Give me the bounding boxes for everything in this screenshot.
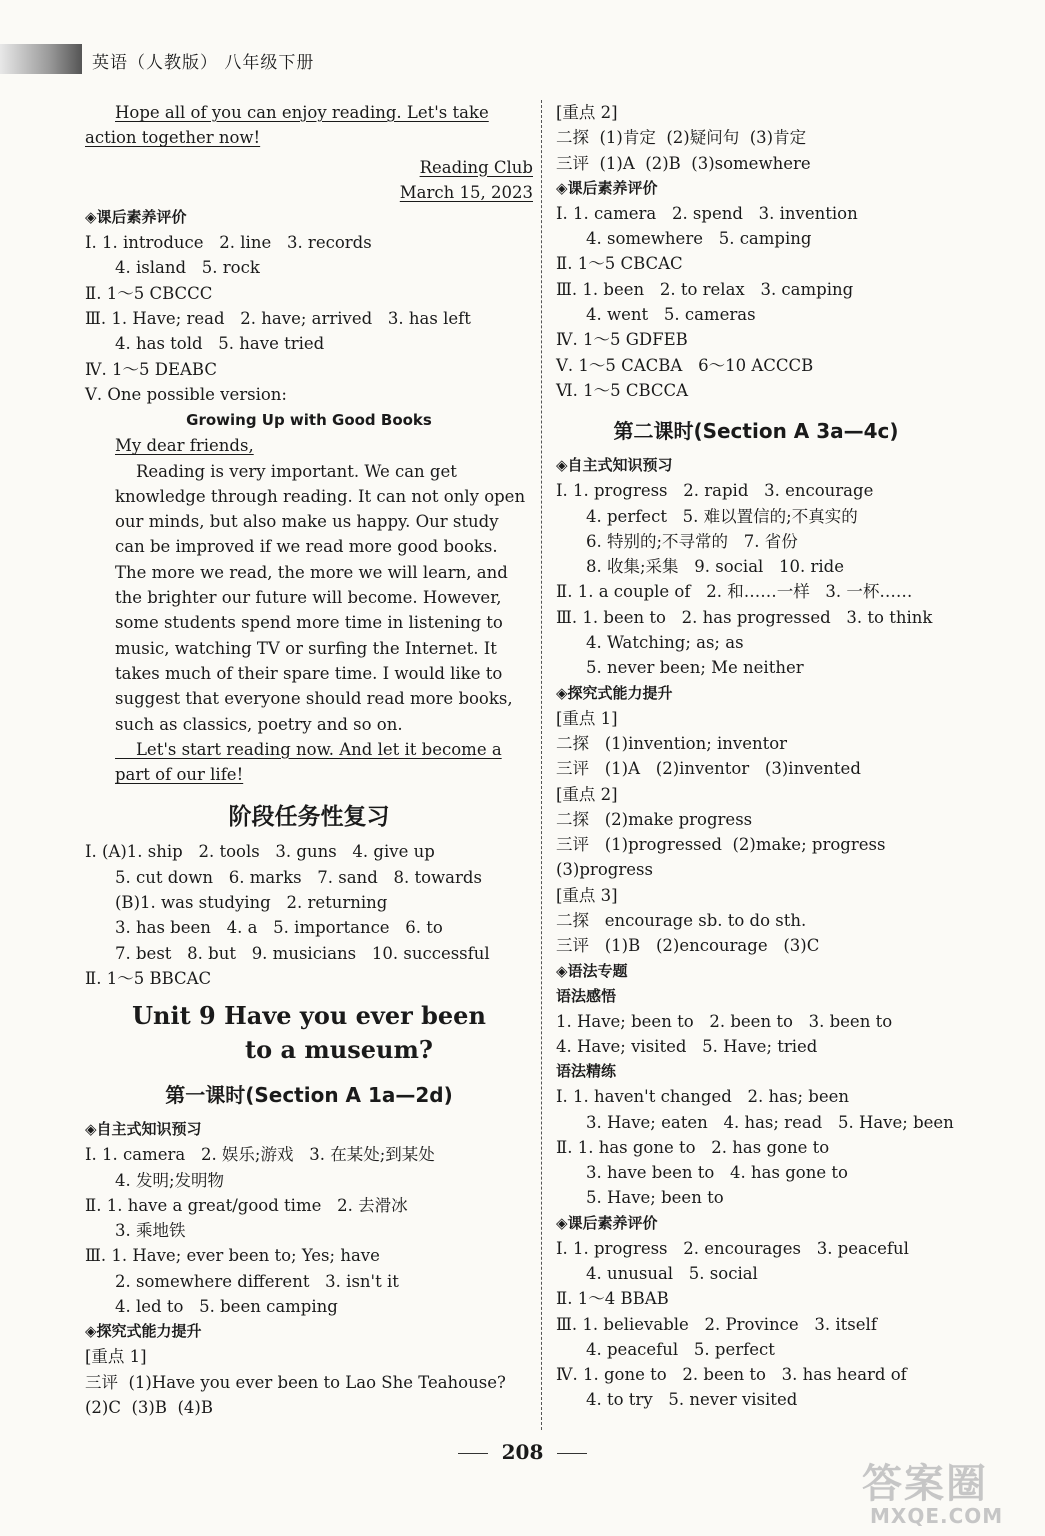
section-heading: ◈课后素养评价 [85,208,187,227]
watermark-text: 答案圈 [862,1461,988,1507]
subsection-heading: 语法精练 [556,1062,617,1081]
answer-line: 3. has been 4. a 5. importance 6. to [115,918,443,938]
answer-line: Ⅰ. 1. progress 2. rapid 3. encourage [556,481,874,501]
answer-line: 三评 (1)A (2)B (3)somewhere [556,153,811,173]
answer-line: 三评 (1)progressed (2)make; progress [556,835,886,855]
column-divider [541,100,542,1430]
answer-line: 4. somewhere 5. camping [586,229,812,249]
answer-line: Ⅱ. 1. a couple of 2. 和……一样 3. 一杯…… [556,582,913,602]
answer-line: Ⅱ. 1～5 CBCCC [85,283,213,303]
answer-line: 8. 收集;采集 9. social 10. ride [586,557,845,577]
essay-line: knowledge through reading. It can not only open [115,486,526,506]
answer-line: 5. Have; been to [586,1188,724,1208]
answer-line: 4. island 5. rock [115,258,260,278]
answer-line: 4. has told 5. have tried [115,334,325,354]
answer-line: 二探 (2)make progress [556,809,753,829]
unit-title-line1: Unit 9 Have you ever been [132,1001,486,1031]
footer-dash [557,1453,587,1454]
watermark-logo [862,1462,1032,1528]
answer-line: 3. have been to 4. has gone to [586,1163,848,1183]
answer-line: [重点 2] [556,784,618,804]
answer-line: Ⅰ. 1. haven't changed 2. has; been [556,1087,849,1107]
answer-line: 4. to try 5. never visited [586,1390,798,1410]
answer-line: [重点 2] [556,103,618,122]
section-heading: ◈自主式知识预习 [556,456,673,475]
answer-line: 二探 encourage sb. to do sth. [556,911,807,931]
answer-line: Ⅴ. 1～5 CACBA 6～10 ACCCB [556,355,814,375]
watermark-url: MXQE.COM [870,1504,1004,1528]
answer-line: 4. led to 5. been camping [115,1296,338,1316]
answer-line: Ⅰ. 1. camera 2. spend 3. invention [556,203,858,223]
review-title: 阶段任务性复习 [228,804,390,831]
book-header-title: 英语（人教版） 八年级下册 [92,53,315,73]
answer-line: 4. unusual 5. social [586,1263,758,1283]
answer-line: Ⅲ. 1. been to 2. has progressed 3. to think [556,607,933,627]
section-heading: ◈语法专题 [556,961,628,980]
answer-line: Ⅱ. 1～5 BBCAC [85,968,212,988]
left-column [85,100,533,1420]
essay-title: Growing Up with Good Books [186,411,432,430]
answer-line: 三评 (1)Have you ever been to Lao She Teahouse? [85,1372,506,1392]
answer-line: Ⅳ. 1～5 GDFEB [556,330,688,350]
answer-line: Ⅲ. 1. Have; read 2. have; arrived 3. has left [85,309,471,329]
essay-line: music, watching TV or surfing the Internet. It [115,638,497,658]
answer-line: 二探 (1)肯定 (2)疑问句 (3)肯定 [556,128,807,148]
header-decoration-bar [0,44,82,74]
section-heading: ◈课后素养评价 [556,1213,658,1232]
answer-line: Ⅳ. 1～5 DEABC [85,359,217,379]
section-heading: ◈探究式能力提升 [85,1322,202,1341]
essay-line: the brighter our future will become. However, [115,588,502,608]
unit-title-line2: to a museum? [245,1035,433,1065]
answer-line: 4. peaceful 5. perfect [586,1339,775,1359]
answer-line: 3. 乘地铁 [115,1221,186,1241]
subsection-heading: 语法感悟 [556,986,617,1005]
essay-line: Let's start reading now. And let it become a [115,739,502,759]
answer-line: Ⅰ. (A)1. ship 2. tools 3. guns 4. give up [85,842,435,862]
answer-line: 1. Have; been to 2. been to 3. been to [556,1011,893,1031]
answer-line: 2. somewhere different 3. isn't it [115,1271,399,1291]
lesson-title: 第一课时(Section A 1a—2d) [165,1083,453,1108]
answer-line: 4. Watching; as; as [586,633,744,653]
essay-line: can be improved if we read more good books. [115,537,498,557]
essay-line: Reading is very important. We can get [115,461,457,481]
answer-line: Ⅵ. 1～5 CBCCA [556,380,689,400]
answer-line: 5. never been; Me neither [586,658,804,678]
answer-line: 3. Have; eaten 4. has; read 5. Have; been [586,1112,954,1132]
answer-line: 7. best 8. but 9. musicians 10. successful [115,943,490,963]
answer-line: 4. 发明;发明物 [115,1170,225,1190]
answer-line: [重点 1] [85,1347,147,1367]
answer-line: Ⅴ. One possible version: [85,384,287,404]
answer-line: 三评 (1)B (2)encourage (3)C [556,936,820,956]
lesson-title: 第二课时(Section A 3a—4c) [613,419,899,444]
answer-line: Ⅰ. 1. introduce 2. line 3. records [85,233,372,253]
section-heading: ◈自主式知识预习 [85,1120,202,1139]
section-heading: ◈课后素养评价 [556,178,658,197]
essay-line: such as classics, poetry and so on. [115,714,403,734]
letter-line: Hope all of you can enjoy reading. Let's take [115,103,489,122]
answer-line: Ⅱ. 1. have a great/good time 2. 去滑冰 [85,1195,408,1215]
letter-line: action together now! [85,128,261,148]
letter-signature: Reading Club [419,157,533,177]
answer-line: Ⅰ. 1. progress 2. encourages 3. peaceful [556,1238,909,1258]
answer-line: 4. went 5. cameras [586,305,756,325]
answer-line: 二探 (1)invention; inventor [556,733,788,753]
footer-dash [458,1453,488,1454]
answer-line: (2)C (3)B (4)B [85,1397,213,1417]
essay-line: part of our life! [115,765,244,785]
answer-line: 4. perfect 5. 难以置信的;不真实的 [586,506,858,526]
answer-line: Ⅲ. 1. Have; ever been to; Yes; have [85,1246,380,1266]
answer-line: Ⅱ. 1～5 CBCAC [556,254,683,274]
essay-line: our minds, but also make us happy. Our study [115,512,499,532]
answer-line: (3)progress [556,860,653,880]
answer-line: [重点 3] [556,885,618,905]
answer-line: 6. 特别的;不寻常的 7. 省份 [586,531,798,551]
answer-line: Ⅲ. 1. been 2. to relax 3. camping [556,279,854,299]
answer-line: Ⅰ. 1. camera 2. 娱乐;游戏 3. 在某处;到某处 [85,1145,435,1165]
answer-line: (B)1. was studying 2. returning [115,893,388,913]
section-heading: ◈探究式能力提升 [556,683,673,702]
answer-line: [重点 1] [556,708,618,728]
essay-line: some students spend more time in listening to [115,613,503,633]
answer-line: 4. Have; visited 5. Have; tried [556,1036,818,1056]
answer-line: Ⅱ. 1～4 BBAB [556,1289,669,1309]
answer-line: 5. cut down 6. marks 7. sand 8. towards [115,867,482,887]
answer-line: Ⅳ. 1. gone to 2. been to 3. has heard of [556,1365,907,1385]
essay-greeting: My dear friends, [115,436,254,456]
essay-line: The more we read, the more we will learn, and [115,562,508,582]
answer-line: Ⅲ. 1. believable 2. Province 3. itself [556,1314,877,1334]
right-column [556,100,956,1413]
essay-line: suggest that everyone should read more books, [115,689,513,709]
answer-line: 三评 (1)A (2)inventor (3)invented [556,759,861,779]
page-number: 208 [501,1440,544,1464]
answer-line: Ⅱ. 1. has gone to 2. has gone to [556,1137,830,1157]
letter-date: March 15, 2023 [399,182,533,202]
essay-line: takes much of their spare time. I would like to [115,663,503,683]
